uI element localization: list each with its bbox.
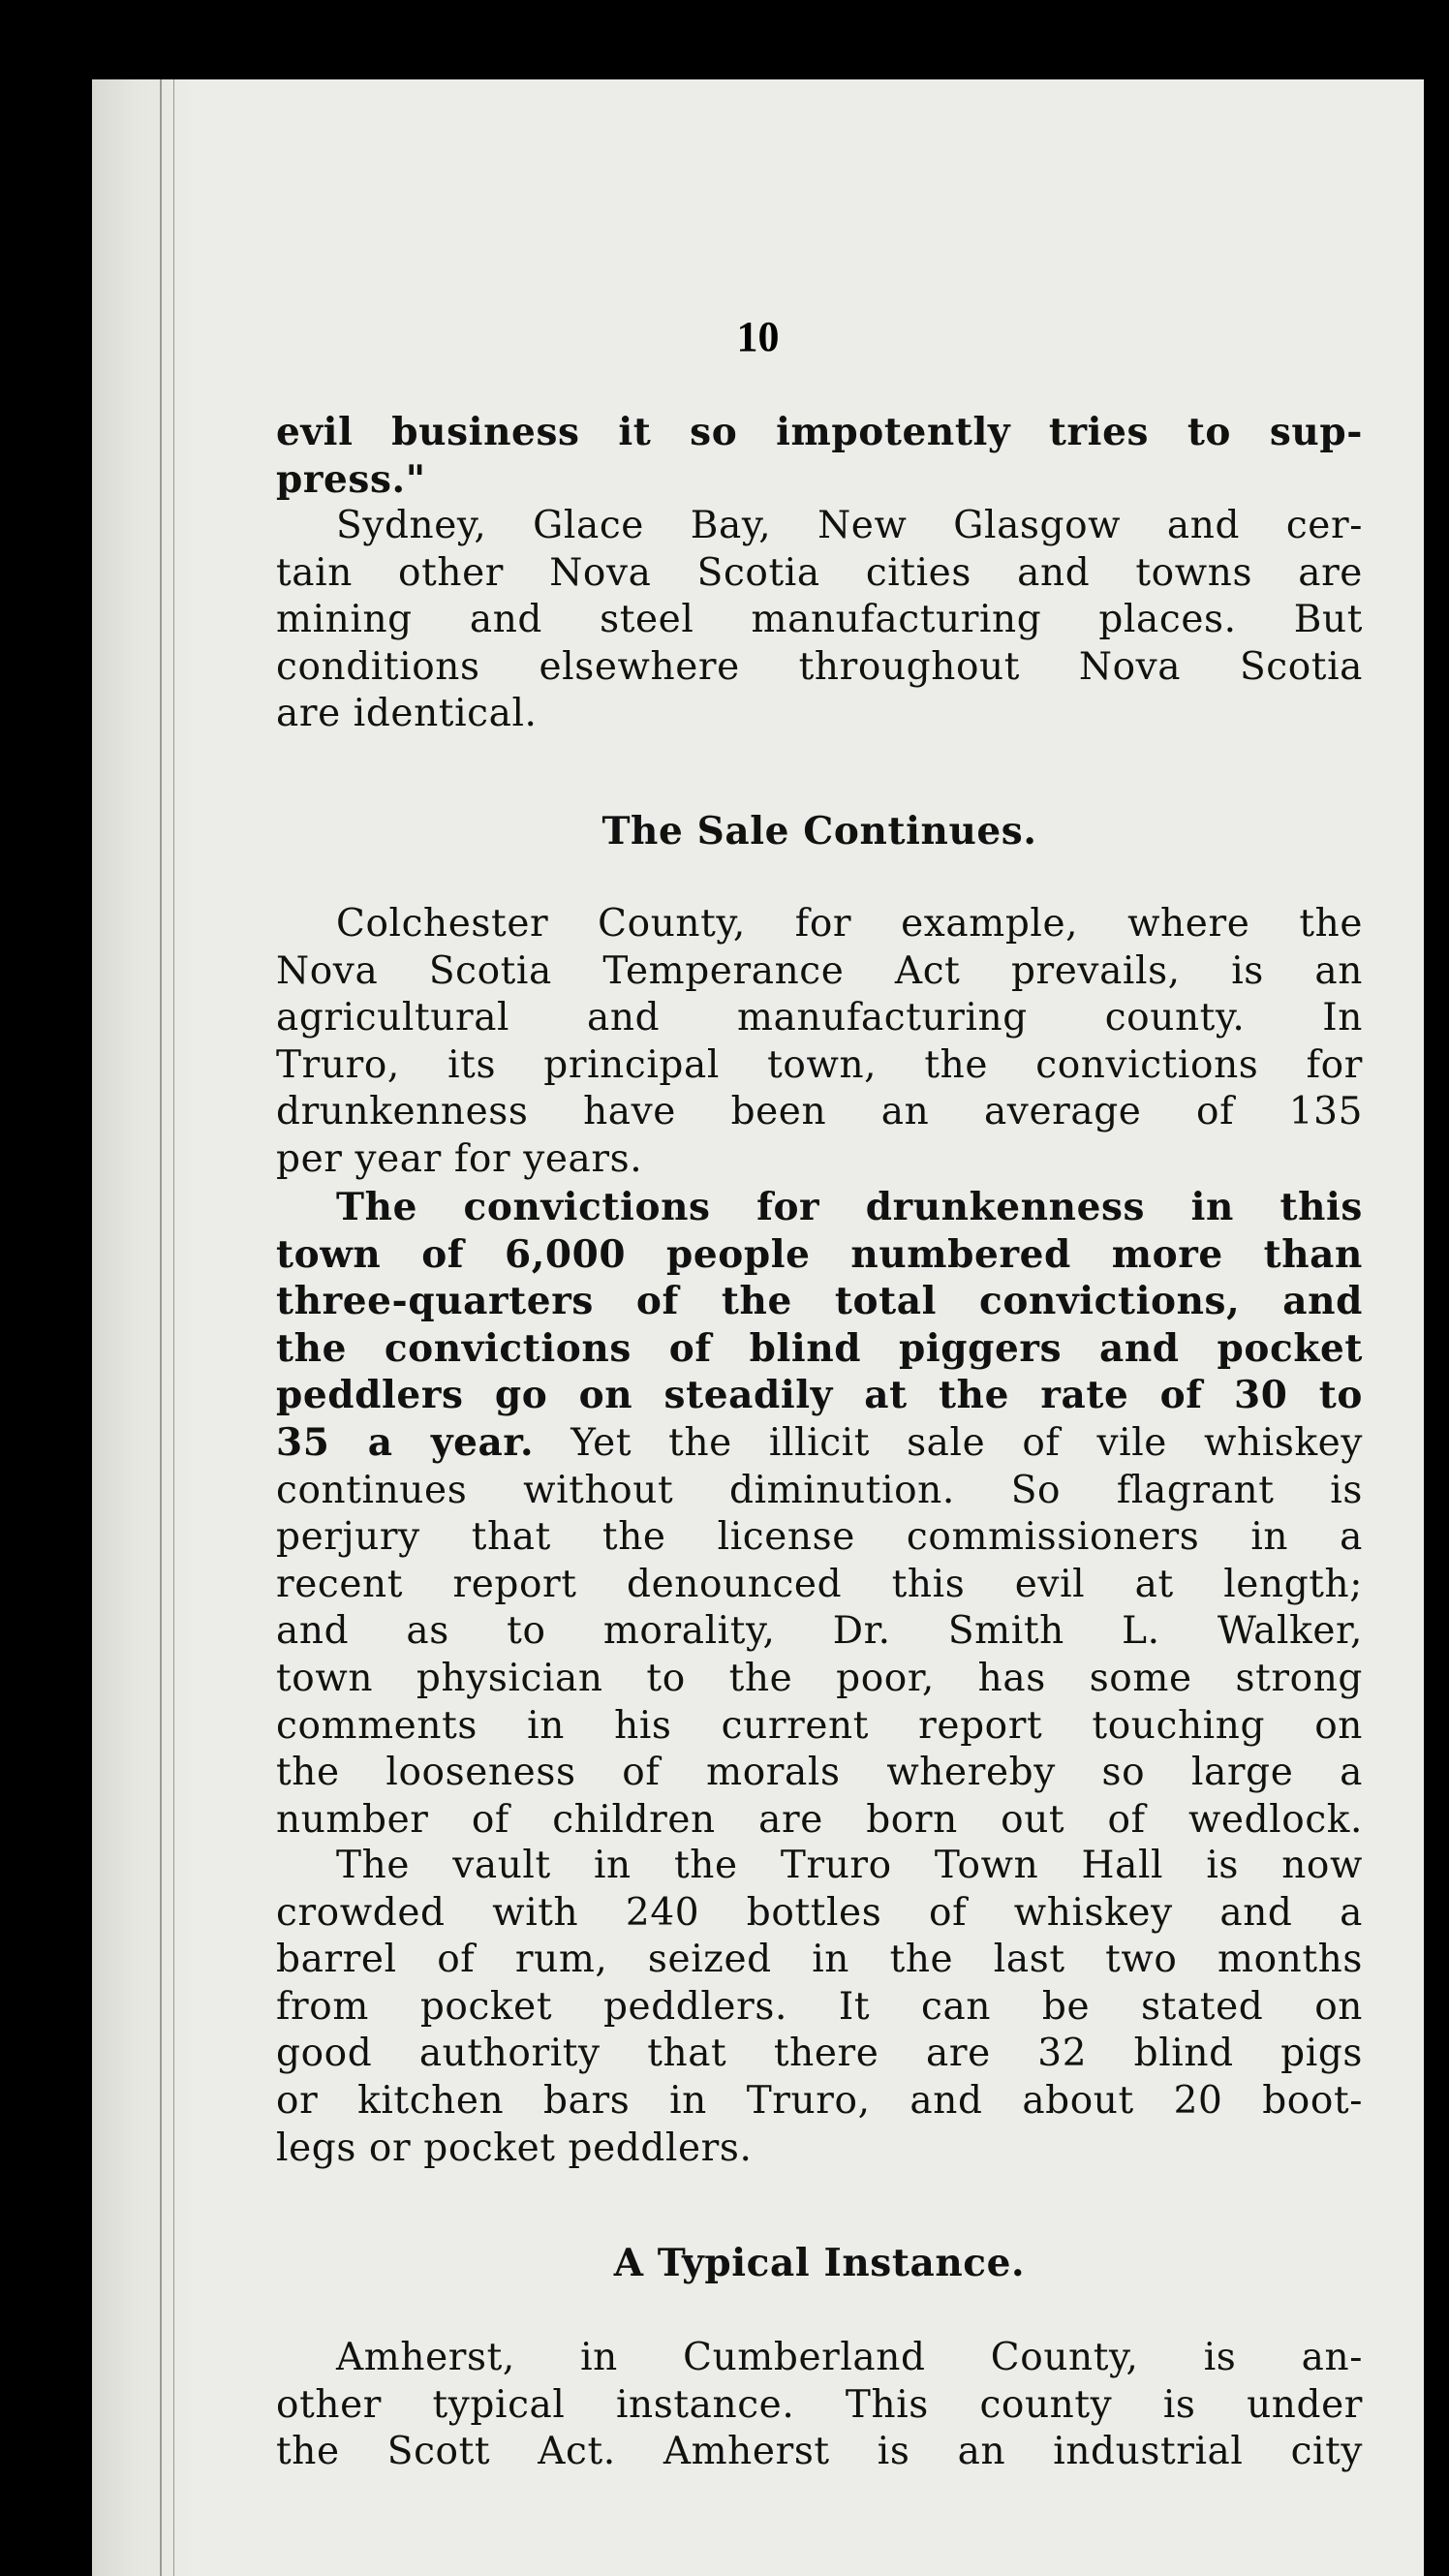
section-heading: The Sale Continues. xyxy=(601,809,1037,853)
text-line: recent report denounced this evil at length; xyxy=(276,1562,1363,1606)
paragraph-amherst xyxy=(276,2335,1363,2476)
text-line: per year for years. xyxy=(276,1136,643,1181)
text-line: conditions elsewhere throughout Nova Scotia xyxy=(276,644,1363,689)
text-line: or kitchen bars in Truro, and about 20 boot- xyxy=(276,2078,1363,2123)
text-line: the convictions of blind piggers and pocket xyxy=(276,1325,1363,1371)
scanned-page xyxy=(92,79,1424,2576)
text-line: mining and steel manufacturing places. But xyxy=(276,598,1363,642)
paragraph-vault xyxy=(276,1843,1363,2172)
binding-line xyxy=(160,79,162,2576)
text-line: drunkenness have been an average of 135 xyxy=(276,1090,1363,1134)
text-line: peddlers go on steadily at the rate of 30 to xyxy=(276,1373,1363,1418)
text-line: other typical instance. This county is under xyxy=(276,2382,1363,2427)
text-line: The convictions for drunkenness in this xyxy=(336,1185,1363,1229)
text-line: continues without diminution. So flagrant is xyxy=(276,1468,1363,1512)
text-line: Nova Scotia Temperance Act prevails, is an xyxy=(276,948,1363,993)
paragraph-cont-quote xyxy=(276,409,1363,503)
paragraph-sydney xyxy=(276,503,1363,738)
text-line: evil business it so impotently tries to sup- xyxy=(276,410,1363,454)
text-line: the Scott Act. Amherst is an industrial city xyxy=(276,2430,1363,2474)
text-line: good authority that there are 32 blind pigs xyxy=(276,2032,1363,2076)
text-line: and as to morality, Dr. Smith L. Walker, xyxy=(276,1609,1363,1654)
text-line: tain other Nova Scotia cities and towns are xyxy=(276,550,1363,595)
bold-run: 35 a year. xyxy=(276,1419,535,1465)
page-number: 10 xyxy=(736,313,780,360)
text-line: legs or pocket peddlers. xyxy=(276,2126,753,2170)
text-line: Sydney, Glace Bay, New Glasgow and cer- xyxy=(336,504,1363,547)
text-line: from pocket peddlers. It can be stated on xyxy=(276,1984,1363,2029)
text-line: town physician to the poor, has some strong xyxy=(276,1656,1363,1700)
text-line: Amherst, in Cumberland County, is an- xyxy=(336,2336,1363,2379)
text-line: town of 6,000 people numbered more than xyxy=(276,1231,1363,1277)
paragraph-convictions xyxy=(276,1184,1363,1844)
text-line: perjury that the license commissioners in a xyxy=(276,1515,1363,1560)
text-line: are identical. xyxy=(276,692,538,736)
section-heading: A Typical Instance. xyxy=(613,2241,1026,2285)
binding-line xyxy=(173,79,174,2576)
text-run: Yet the illicit sale of vile whiskey xyxy=(534,1420,1363,1465)
text-line: press." xyxy=(276,456,426,502)
text-line: the looseness of morals whereby so large a xyxy=(276,1751,1363,1795)
text-line: Colchester County, for example, where the xyxy=(336,902,1363,946)
text-line: The vault in the Truro Town Hall is now xyxy=(336,1844,1363,1887)
text-line: barrel of rum, seized in the last two months xyxy=(276,1938,1363,1982)
text-line: crowded with 240 bottles of whiskey and a xyxy=(276,1890,1363,1935)
text-line: three-quarters of the total convictions, and xyxy=(276,1279,1363,1324)
text-line: agricultural and manufacturing county. In xyxy=(276,996,1363,1040)
text-line: comments in his current report touching on xyxy=(276,1703,1363,1748)
text-line xyxy=(276,1419,1363,1468)
text-line: number of children are born out of wedlock. xyxy=(276,1797,1363,1842)
text-line: Truro, its principal town, the convictions for xyxy=(276,1042,1363,1087)
paragraph-colchester xyxy=(276,901,1363,1184)
